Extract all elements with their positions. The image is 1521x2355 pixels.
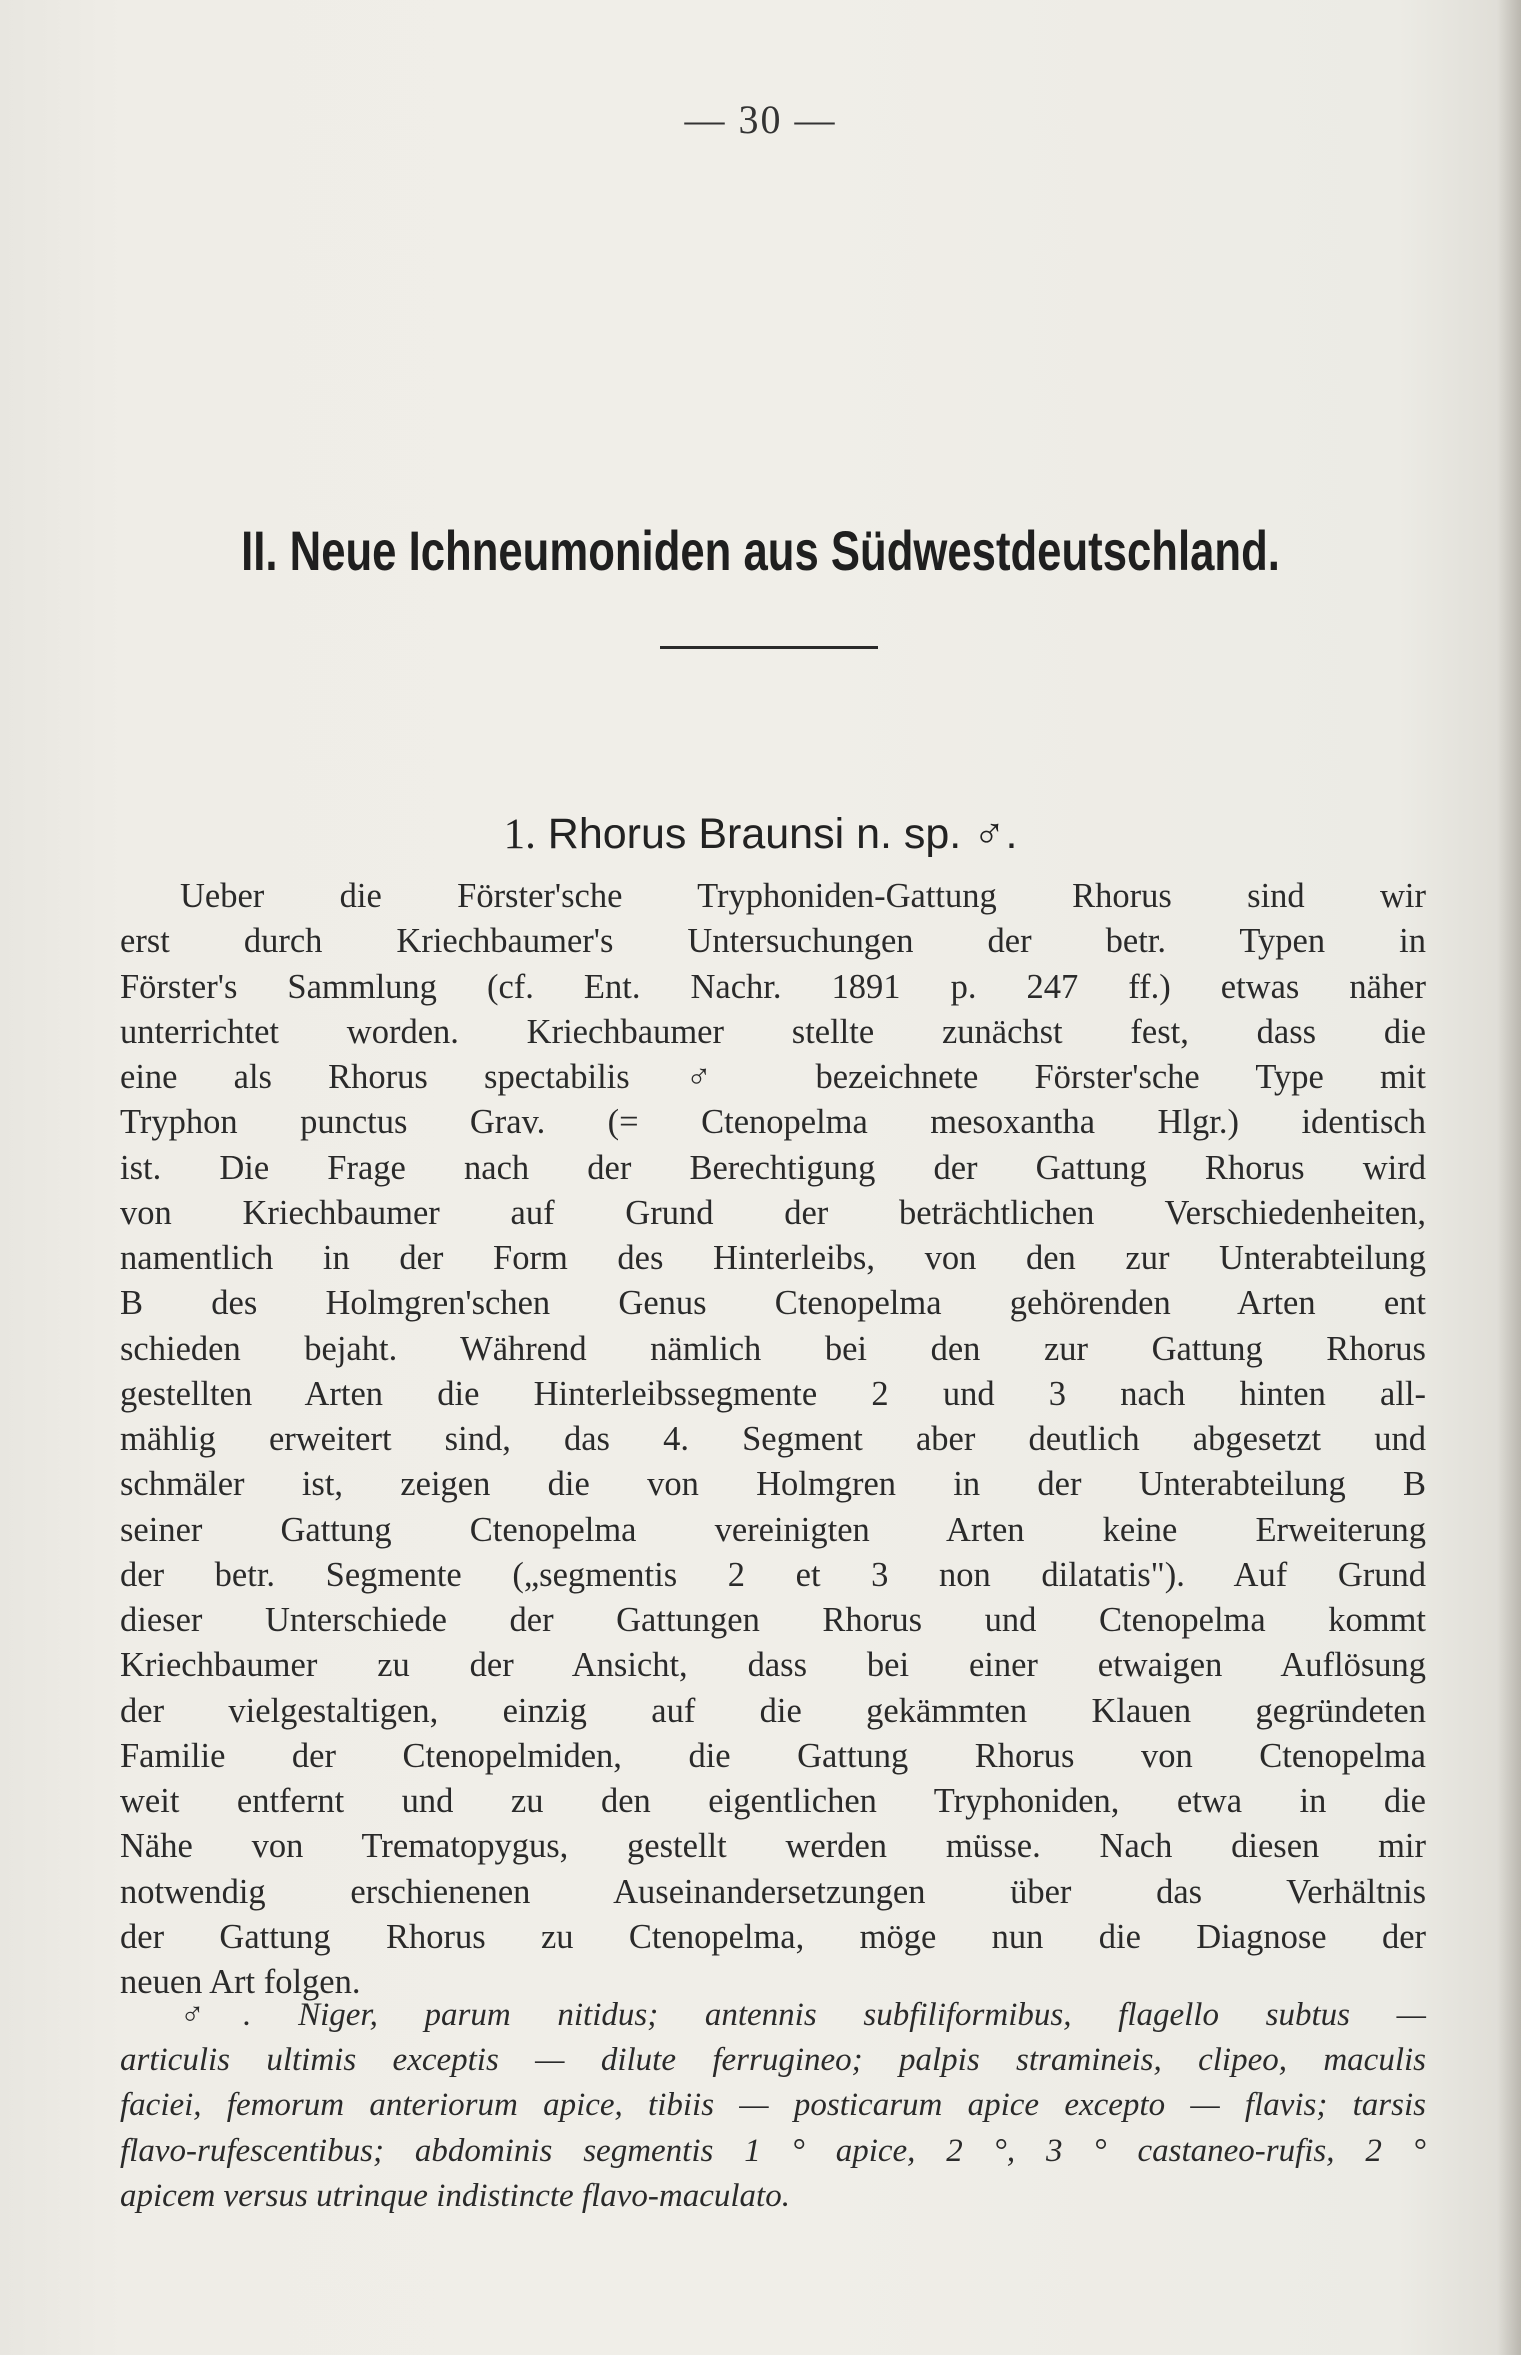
species-number: 1. bbox=[503, 811, 536, 858]
diagnosis-line: faciei, femorum anteriorum apice, tibiis — posticarum apice excepto — flavis; tarsis bbox=[120, 2087, 1426, 2124]
diagnosis-line: ♂. Niger, parum nitidus; antennis subfiliformibus, flagello subtus — bbox=[180, 1997, 1426, 2033]
paragraph-line: neuen Art folgen. bbox=[120, 1963, 361, 2001]
paragraph-line: erst durch Kriechbaumer's Untersuchungen der betr. Typen in bbox=[120, 922, 1426, 961]
page-number: — 30 — bbox=[684, 97, 837, 142]
paragraph-line: namentlich in der Form des Hinterleibs, von den zur Unterabteilung bbox=[120, 1239, 1426, 1277]
paragraph-line: eine als Rhorus spectabilis ♂ bezeichnete Förster'sche Type mit bbox=[120, 1058, 1426, 1096]
paragraph-line: notwendig erschienenen Auseinandersetzungen über das Verhältnis bbox=[120, 1872, 1426, 1911]
paragraph-line: dieser Unterschiede der Gattungen Rhorus und Ctenopelma kommt bbox=[120, 1601, 1426, 1639]
paragraph-line: Familie der Ctenopelmiden, die Gattung Rhorus von Ctenopelma bbox=[120, 1736, 1426, 1775]
paragraph-line: weit entfernt und zu den eigentlichen Tryphoniden, etwa in die bbox=[120, 1782, 1426, 1820]
page-edge-shadow bbox=[1497, 0, 1521, 2355]
paragraph-line: B des Holmgren'schen Genus Ctenopelma gehörenden Arten ent bbox=[120, 1284, 1426, 1323]
paragraph-line: der Gattung Rhorus zu Ctenopelma, möge nun die Diagnose der bbox=[120, 1917, 1426, 1956]
diagnosis-line: articulis ultimis exceptis — dilute ferrugineo; palpis stramineis, clipeo, maculis bbox=[120, 2042, 1426, 2079]
paragraph-line: Nähe von Trematopygus, gestellt werden müsse. Nach diesen mir bbox=[120, 1827, 1426, 1866]
paragraph-line: Ueber die Förster'sche Tryphoniden-Gattung Rhorus sind wir bbox=[180, 877, 1426, 915]
section-heading: II. Neue Ichneumoniden aus Südwestdeutschland. bbox=[241, 519, 1280, 582]
paragraph-line: ist. Die Frage nach der Berechtigung der Gattung Rhorus wird bbox=[120, 1148, 1426, 1187]
paragraph-line: mählig erweitert sind, das 4. Segment aber deutlich abgesetzt und bbox=[120, 1420, 1426, 1458]
species-name: Rhorus Braunsi n. sp. ♂. bbox=[547, 810, 1018, 858]
description-paragraph bbox=[120, 874, 1426, 2005]
latin-diagnosis bbox=[120, 1993, 1426, 2219]
paragraph-line: schieden bejaht. Während nämlich bei den zur Gattung Rhorus bbox=[120, 1329, 1426, 1368]
paragraph-line: schmäler ist, zeigen die von Holmgren in der Unterabteilung B bbox=[120, 1465, 1426, 1504]
diagnosis-line: flavo-rufescentibus; abdominis segmentis 1 ° apice, 2 °, 3 ° castaneo-rufis, 2 ° bbox=[120, 2132, 1426, 2169]
species-title bbox=[0, 810, 1521, 859]
paragraph-line: der betr. Segmente („segmentis 2 et 3 non dilatatis"). Auf Grund bbox=[120, 1555, 1426, 1594]
paragraph-line: der vielgestaltigen, einzig auf die gekämmten Klauen gegründeten bbox=[120, 1691, 1426, 1730]
paragraph-line: Förster's Sammlung (cf. Ent. Nachr. 1891 p. 247 ff.) etwas näher bbox=[120, 967, 1426, 1006]
paragraph-line: Kriechbaumer zu der Ansicht, dass bei einer etwaigen Auflösung bbox=[120, 1646, 1426, 1685]
paragraph-line: gestellten Arten die Hinterleibssegmente 2 und 3 nach hinten all- bbox=[120, 1374, 1426, 1413]
heading-divider bbox=[660, 646, 878, 649]
paragraph-line: seiner Gattung Ctenopelma vereinigten Arten keine Erweiterung bbox=[120, 1510, 1426, 1549]
paragraph-line: von Kriechbaumer auf Grund der beträchtlichen Verschiedenheiten, bbox=[120, 1193, 1426, 1232]
paragraph-line: unterrichtet worden. Kriechbaumer stellte zunächst fest, dass die bbox=[120, 1012, 1426, 1051]
paragraph-line: Tryphon punctus Grav. (= Ctenopelma mesoxantha Hlgr.) identisch bbox=[120, 1103, 1426, 1142]
diagnosis-line: apicem versus utrinque indistincte flavo-maculato. bbox=[120, 2177, 790, 2214]
